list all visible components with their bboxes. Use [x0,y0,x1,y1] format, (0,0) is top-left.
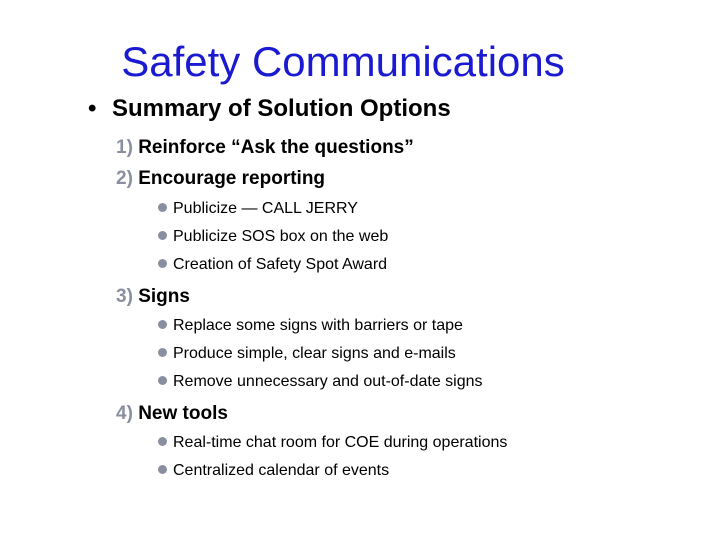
sub-item-text: Centralized calendar of events [173,462,390,479]
sub-item [158,315,463,337]
main-bullet [88,92,451,126]
sub-item-text: Publicize — CALL JERRY [173,200,358,217]
item-number: 4) [116,403,133,424]
main-bullet-text: Summary of Solution Options [112,95,451,122]
bullet-disc-icon [158,320,167,329]
sub-item-text: Creation of Safety Spot Award [173,256,388,273]
item-label: Reinforce “Ask the questions” [138,137,414,158]
slide-title: Safety Communications [121,38,565,85]
sub-item [158,343,456,365]
sub-item [158,460,389,482]
list-item-4 [116,401,228,427]
bullet-disc-icon [158,465,167,474]
list-item-2 [116,166,325,192]
item-label: New tools [138,403,228,424]
sub-item [158,371,483,393]
sub-item-text: Real-time chat room for COE during operations [173,434,508,451]
sub-item-text: Remove unnecessary and out-of-date signs [173,373,483,390]
sub-item [158,254,387,276]
bullet-dot-icon: • [88,95,97,122]
sub-item [158,226,388,248]
item-number: 3) [116,286,133,307]
sub-item-text: Produce simple, clear signs and e-mails [173,345,456,362]
bullet-disc-icon [158,348,167,357]
item-label: Encourage reporting [138,168,326,189]
item-number: 2) [116,168,133,189]
bullet-disc-icon [158,376,167,385]
item-label: Signs [138,286,190,307]
bullet-disc-icon [158,231,167,240]
list-item-3 [116,284,190,310]
bullet-disc-icon [158,203,167,212]
sub-item [158,198,358,220]
sub-item-text: Replace some signs with barriers or tape [173,317,463,334]
sub-item [158,432,507,454]
bullet-disc-icon [158,259,167,268]
bullet-disc-icon [158,437,167,446]
sub-item-text: Publicize SOS box on the web [173,228,389,245]
list-item-1 [116,135,414,161]
item-number: 1) [116,137,133,158]
